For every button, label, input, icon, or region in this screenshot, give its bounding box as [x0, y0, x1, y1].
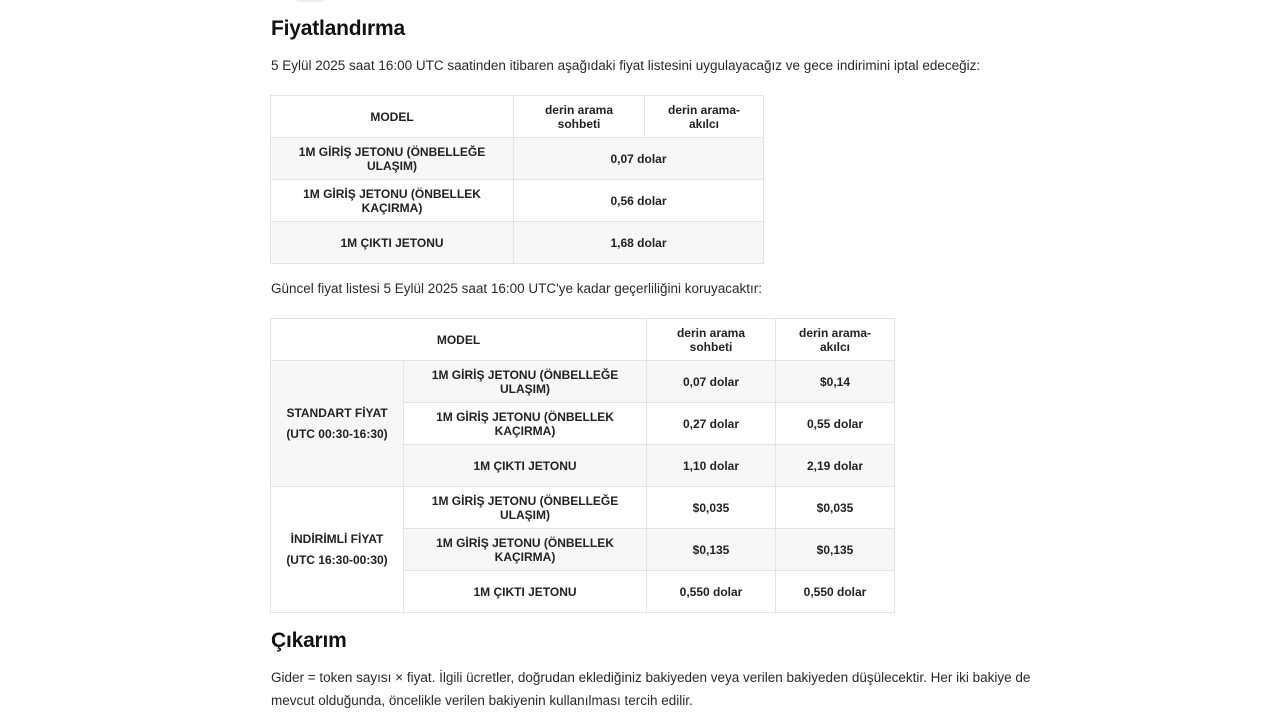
row-price: 0,07 dolar [514, 138, 764, 180]
reasoner-price: $0,135 [776, 529, 895, 571]
current-price-intro: Güncel fiyat listesi 5 Eylül 2025 saat 16:00 UTC'ye kadar geçerliliğini koruyacaktır: [271, 281, 763, 296]
row-label: 1M GİRİŞ JETONU (ÖNBELLEĞE ULAŞIM) [404, 487, 647, 529]
row-label: 1M ÇIKTI JETONU [404, 445, 647, 487]
header-model: MODEL [271, 319, 647, 361]
row-label: 1M GİRİŞ JETONU (ÖNBELLEĞE ULAŞIM) [271, 138, 514, 180]
header-chat: derin arama sohbeti [514, 96, 645, 138]
row-label: 1M GİRİŞ JETONU (ÖNBELLEK KAÇIRMA) [404, 529, 647, 571]
pricing-heading: Fiyatlandırma [271, 17, 405, 40]
group-discount-price [271, 487, 404, 613]
chat-price: $0,035 [647, 487, 776, 529]
table-row [271, 138, 764, 180]
table-row [271, 180, 764, 222]
table-row [271, 361, 895, 403]
deduction-text: Gider = token sayısı × fiyat. İlgili ücretler, doğrudan eklediğiniz bakiyeden veya verilen bakiyeden düşülecektir. Her iki bakiye de mevcut olduğunda, öncelikle verilen bakiyenin kullanılması tercih edilir. [271, 670, 1031, 708]
scrolled-element-stub [296, 0, 324, 2]
chat-price: 1,10 dolar [647, 445, 776, 487]
header-chat: derin arama sohbeti [647, 319, 776, 361]
reasoner-price: $0,035 [776, 487, 895, 529]
current-price-table [270, 318, 895, 613]
table-header-row [271, 96, 764, 138]
row-label: 1M GİRİŞ JETONU (ÖNBELLEK KAÇIRMA) [404, 403, 647, 445]
row-label: 1M ÇIKTI JETONU [404, 571, 647, 613]
reasoner-price: 0,55 dolar [776, 403, 895, 445]
chat-price: 0,550 dolar [647, 571, 776, 613]
table-header-row [271, 319, 895, 361]
reasoner-price: 0,550 dolar [776, 571, 895, 613]
chat-price: 0,27 dolar [647, 403, 776, 445]
row-price: 1,68 dolar [514, 222, 764, 264]
row-label: 1M GİRİŞ JETONU (ÖNBELLEĞE ULAŞIM) [404, 361, 647, 403]
chat-price: 0,07 dolar [647, 361, 776, 403]
deduction-heading: Çıkarım [271, 629, 347, 652]
header-reasoner: derin arama-akılcı [776, 319, 895, 361]
new-price-table [270, 95, 764, 264]
group-standard-price [271, 361, 404, 487]
reasoner-price: 2,19 dolar [776, 445, 895, 487]
table-row [271, 487, 895, 529]
group-name: STANDART FİYAT [286, 405, 388, 420]
table-row [271, 222, 764, 264]
pricing-intro: 5 Eylül 2025 saat 16:00 UTC saatinden itibaren aşağıdaki fiyat listesini uygulayacağız ve gece indirimini iptal edeceğiz: [271, 58, 981, 73]
row-label: 1M GİRİŞ JETONU (ÖNBELLEK KAÇIRMA) [271, 180, 514, 222]
reasoner-price: $0,14 [776, 361, 895, 403]
header-model: MODEL [271, 96, 514, 138]
row-price: 0,56 dolar [514, 180, 764, 222]
group-time: (UTC 16:30-00:30) [286, 552, 388, 567]
header-reasoner: derin arama-akılcı [645, 96, 764, 138]
chat-price: $0,135 [647, 529, 776, 571]
row-label: 1M ÇIKTI JETONU [271, 222, 514, 264]
group-time: (UTC 00:30-16:30) [286, 426, 388, 441]
group-name: İNDİRİMLİ FİYAT [290, 531, 384, 546]
